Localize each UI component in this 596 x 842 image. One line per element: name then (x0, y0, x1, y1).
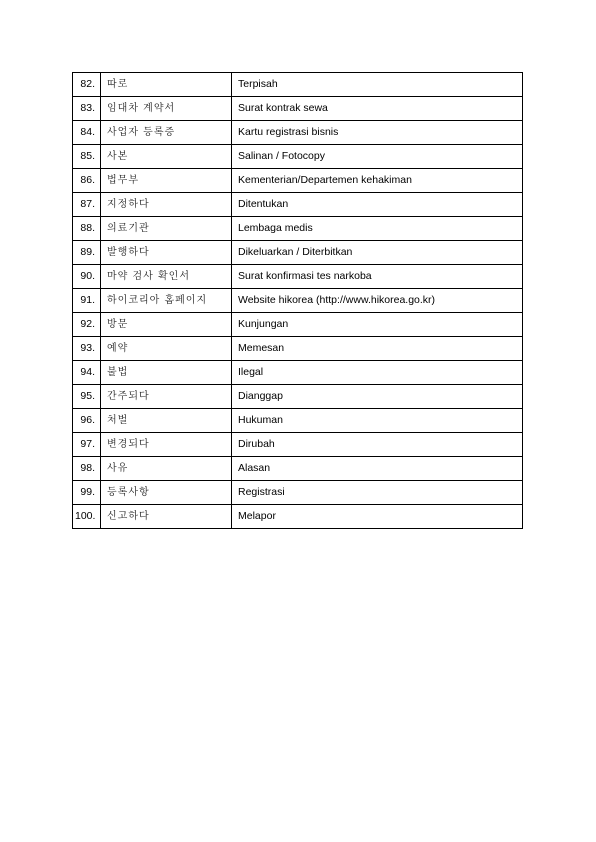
table-row (73, 385, 523, 409)
table-row (73, 145, 523, 169)
korean-term: 간주되다 (101, 385, 232, 409)
table-row (73, 433, 523, 457)
indonesian-translation: Dikeluarkan / Diterbitkan (232, 241, 523, 265)
korean-term: 사업자 등록증 (101, 121, 232, 145)
korean-term: 따로 (101, 73, 232, 97)
table-row (73, 337, 523, 361)
row-number: 86. (73, 169, 101, 193)
row-number: 95. (73, 385, 101, 409)
row-number: 92. (73, 313, 101, 337)
row-number: 89. (73, 241, 101, 265)
indonesian-translation: Salinan / Fotocopy (232, 145, 523, 169)
korean-term: 방문 (101, 313, 232, 337)
table-row (73, 97, 523, 121)
vocabulary-table (72, 72, 523, 529)
indonesian-translation: Dianggap (232, 385, 523, 409)
korean-term: 지정하다 (101, 193, 232, 217)
korean-term: 사유 (101, 457, 232, 481)
table-row (73, 289, 523, 313)
table-row (73, 217, 523, 241)
row-number: 91. (73, 289, 101, 313)
indonesian-translation: Ilegal (232, 361, 523, 385)
table-row (73, 361, 523, 385)
korean-term: 예약 (101, 337, 232, 361)
row-number: 93. (73, 337, 101, 361)
table-row (73, 313, 523, 337)
indonesian-translation: Hukuman (232, 409, 523, 433)
row-number: 96. (73, 409, 101, 433)
row-number: 82. (73, 73, 101, 97)
indonesian-translation: Terpisah (232, 73, 523, 97)
table-row (73, 409, 523, 433)
indonesian-translation: Kunjungan (232, 313, 523, 337)
indonesian-translation: Kartu registrasi bisnis (232, 121, 523, 145)
korean-term: 신고하다 (101, 505, 232, 529)
row-number: 88. (73, 217, 101, 241)
indonesian-translation: Surat kontrak sewa (232, 97, 523, 121)
korean-term: 등록사항 (101, 481, 232, 505)
table-row (73, 73, 523, 97)
table-row (73, 481, 523, 505)
row-number: 87. (73, 193, 101, 217)
korean-term: 마약 검사 확인서 (101, 265, 232, 289)
table-row (73, 121, 523, 145)
korean-term: 불법 (101, 361, 232, 385)
row-number: 83. (73, 97, 101, 121)
table-row (73, 169, 523, 193)
indonesian-translation: Melapor (232, 505, 523, 529)
row-number: 85. (73, 145, 101, 169)
row-number: 94. (73, 361, 101, 385)
table-row (73, 457, 523, 481)
indonesian-translation: Ditentukan (232, 193, 523, 217)
indonesian-translation: Memesan (232, 337, 523, 361)
indonesian-translation: Registrasi (232, 481, 523, 505)
row-number: 100. (73, 505, 101, 529)
korean-term: 의료기관 (101, 217, 232, 241)
row-number: 90. (73, 265, 101, 289)
table-row (73, 241, 523, 265)
korean-term: 하이코리아 홈페이지 (101, 289, 232, 313)
row-number: 84. (73, 121, 101, 145)
korean-term: 발행하다 (101, 241, 232, 265)
korean-term: 임대차 계약서 (101, 97, 232, 121)
indonesian-translation: Alasan (232, 457, 523, 481)
korean-term: 사본 (101, 145, 232, 169)
table-row (73, 265, 523, 289)
vocabulary-table-body (73, 73, 523, 529)
indonesian-translation: Website hikorea (http://www.hikorea.go.kr) (232, 289, 523, 313)
korean-term: 법무부 (101, 169, 232, 193)
row-number: 98. (73, 457, 101, 481)
table-row (73, 505, 523, 529)
row-number: 99. (73, 481, 101, 505)
row-number: 97. (73, 433, 101, 457)
korean-term: 처벌 (101, 409, 232, 433)
indonesian-translation: Kementerian/Departemen kehakiman (232, 169, 523, 193)
indonesian-translation: Dirubah (232, 433, 523, 457)
indonesian-translation: Surat konfirmasi tes narkoba (232, 265, 523, 289)
korean-term: 변경되다 (101, 433, 232, 457)
table-row (73, 193, 523, 217)
indonesian-translation: Lembaga medis (232, 217, 523, 241)
